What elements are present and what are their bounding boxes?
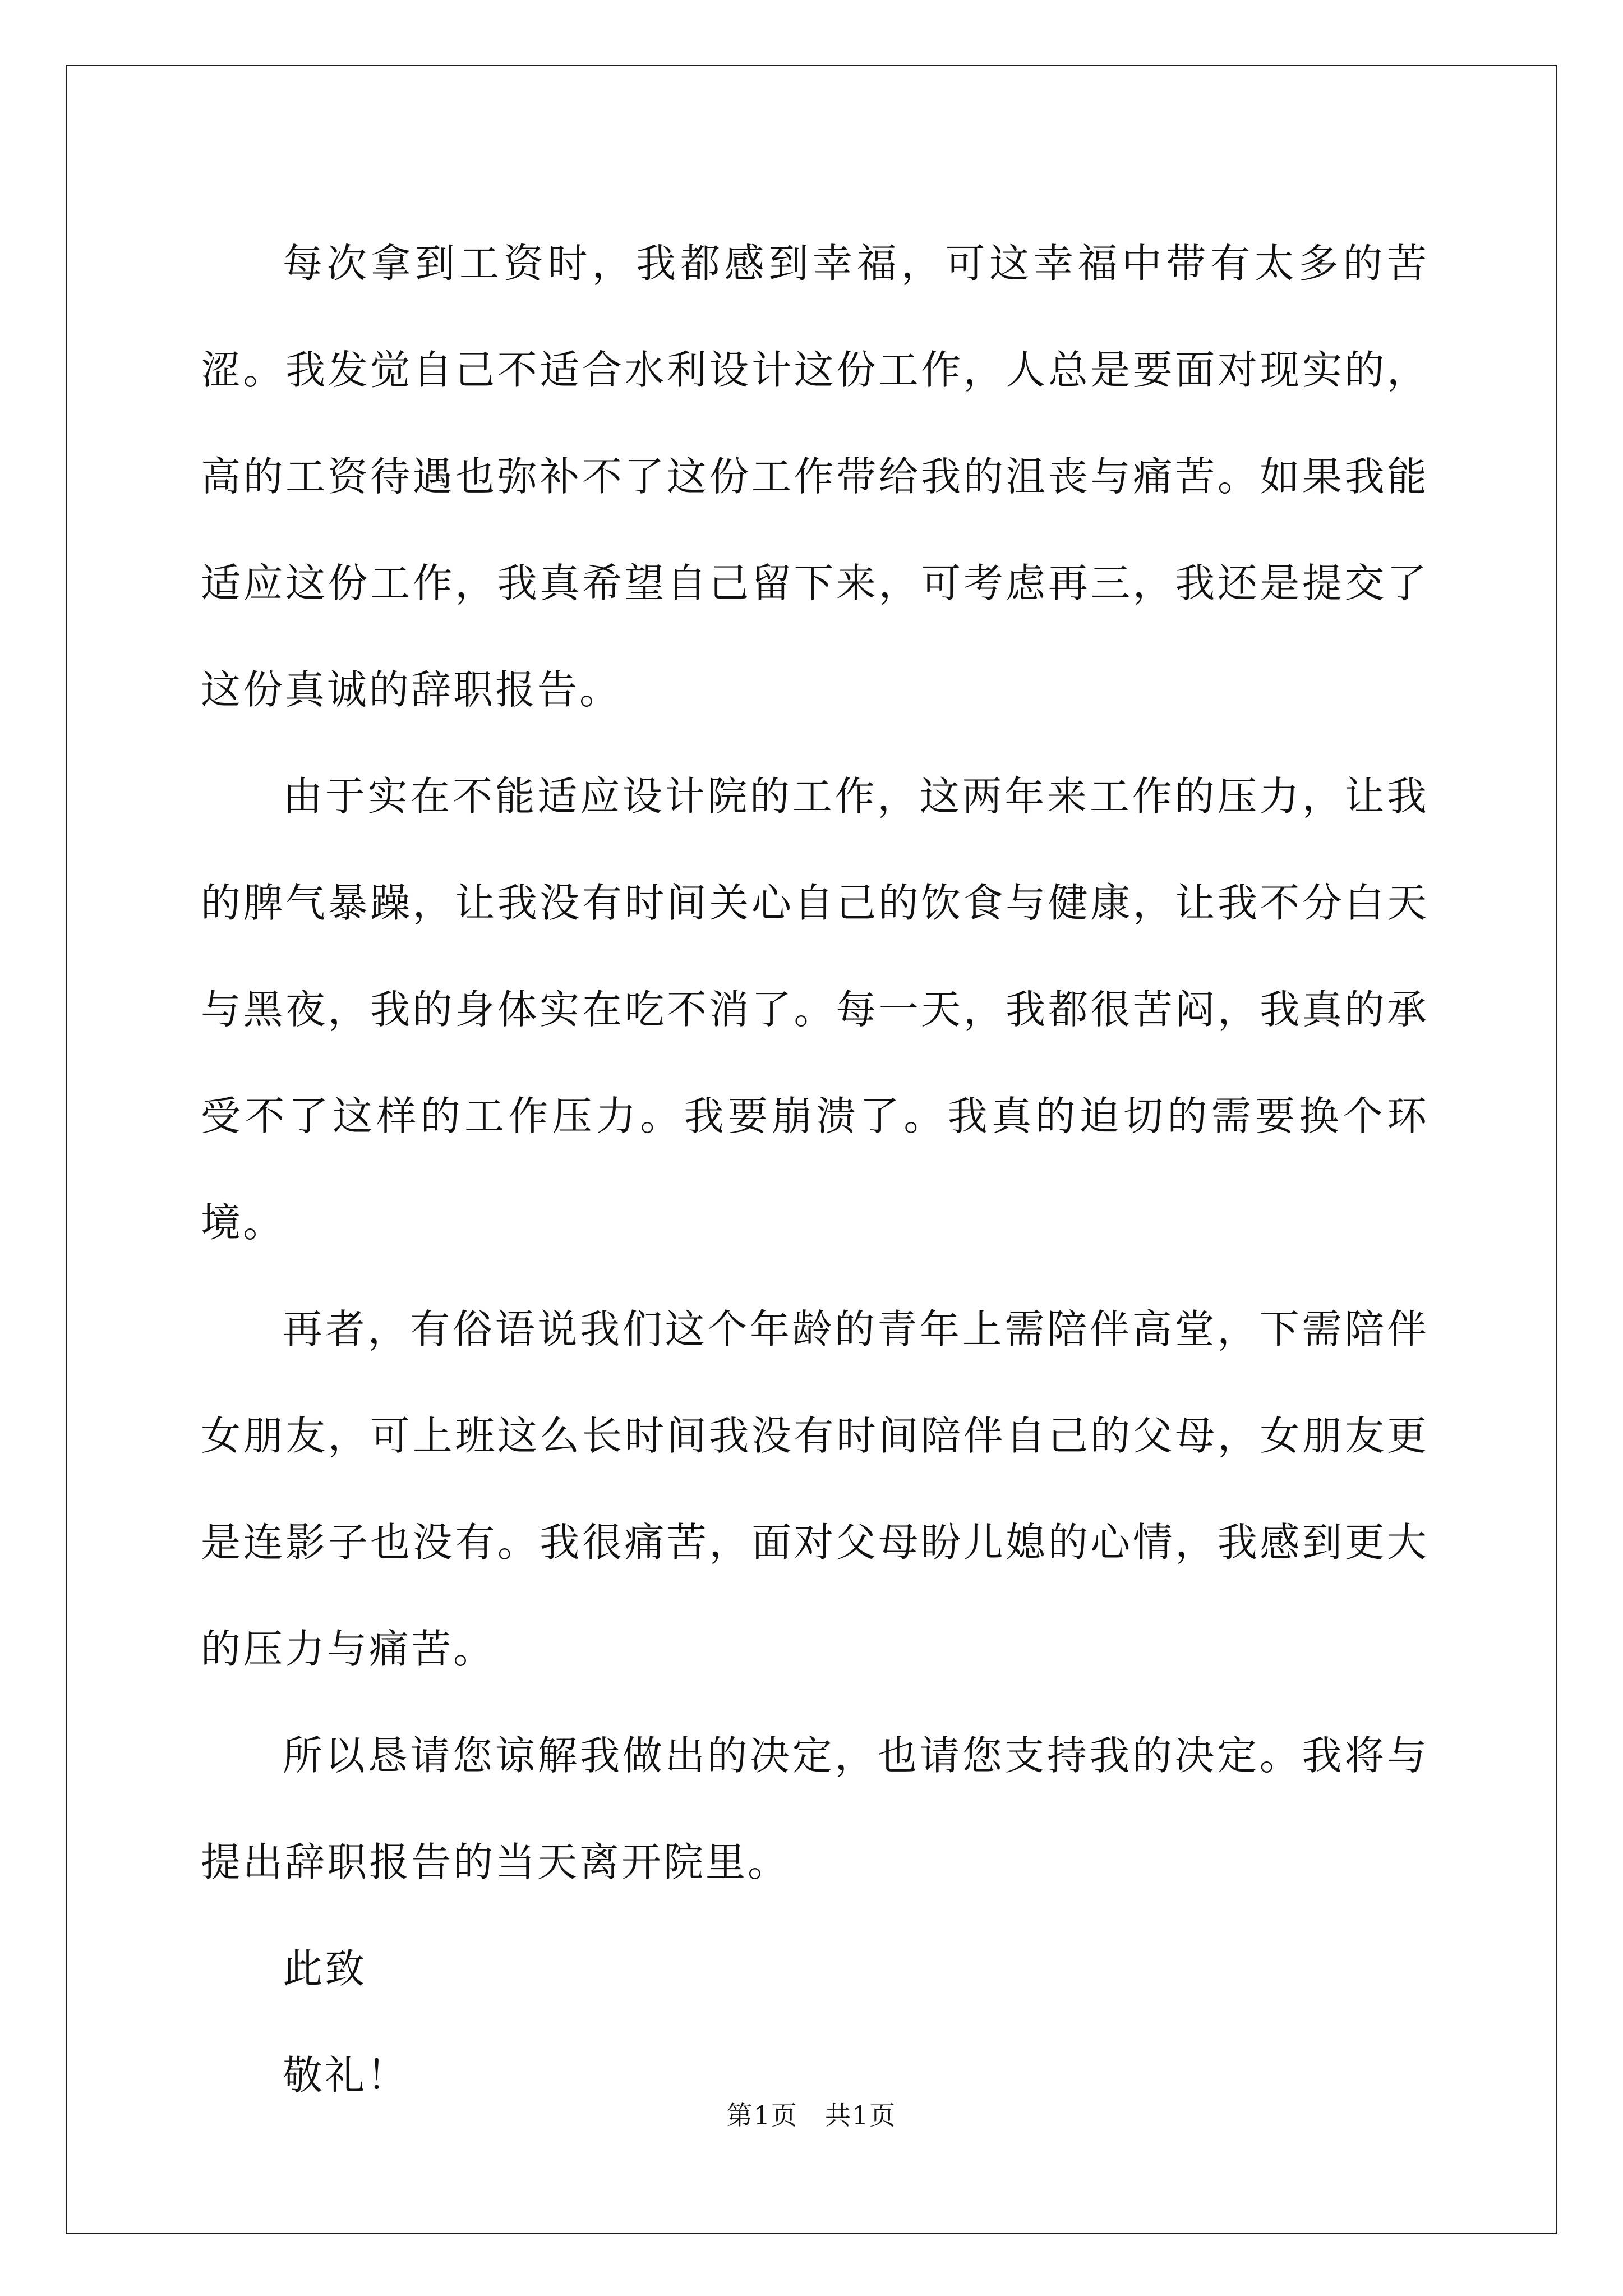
paragraph-3: 再者，有俗语说我们这个年龄的青年上需陪伴高堂，下需陪伴女朋友，可上班这么长时间我没有时间陪伴自己的父母，女朋友更是连影子也没有。我很痛苦，面对父母盼儿媳的心情，我感到更大的压力与痛苦。 [201,1306,1429,1672]
paragraph-1: 每次拿到工资时，我都感到幸福，可这幸福中带有太多的苦涩。我发觉自己不适合水利设计这份工作，人总是要面对现实的，高的工资待遇也弥补不了这份工作带给我的沮丧与痛苦。如果我能适应这份工作，我真希望自己留下来，可考虑再三，我还是提交了这份真诚的辞职报告。 [201,240,1429,713]
closing-regards: 敬礼！ [283,2052,409,2099]
closing-salutation: 此致 [283,1945,367,1992]
page-number-footer: 第1页 共1页 [726,2100,897,2131]
paragraph-4: 所以恳请您谅解我做出的决定，也请您支持我的决定。我将与提出辞职报告的当天离开院里。 [201,1732,1429,1885]
letter-body [201,210,1429,2129]
paragraph-2: 由于实在不能适应设计院的工作，这两年来工作的压力，让我的脾气暴躁，让我没有时间关心自己的饮食与健康，让我不分白天与黑夜，我的身体实在吃不消了。每一天，我都很苦闷，我真的承受不了这样的工作压力。我要崩溃了。我真的迫切的需要换个环境。 [201,773,1429,1246]
